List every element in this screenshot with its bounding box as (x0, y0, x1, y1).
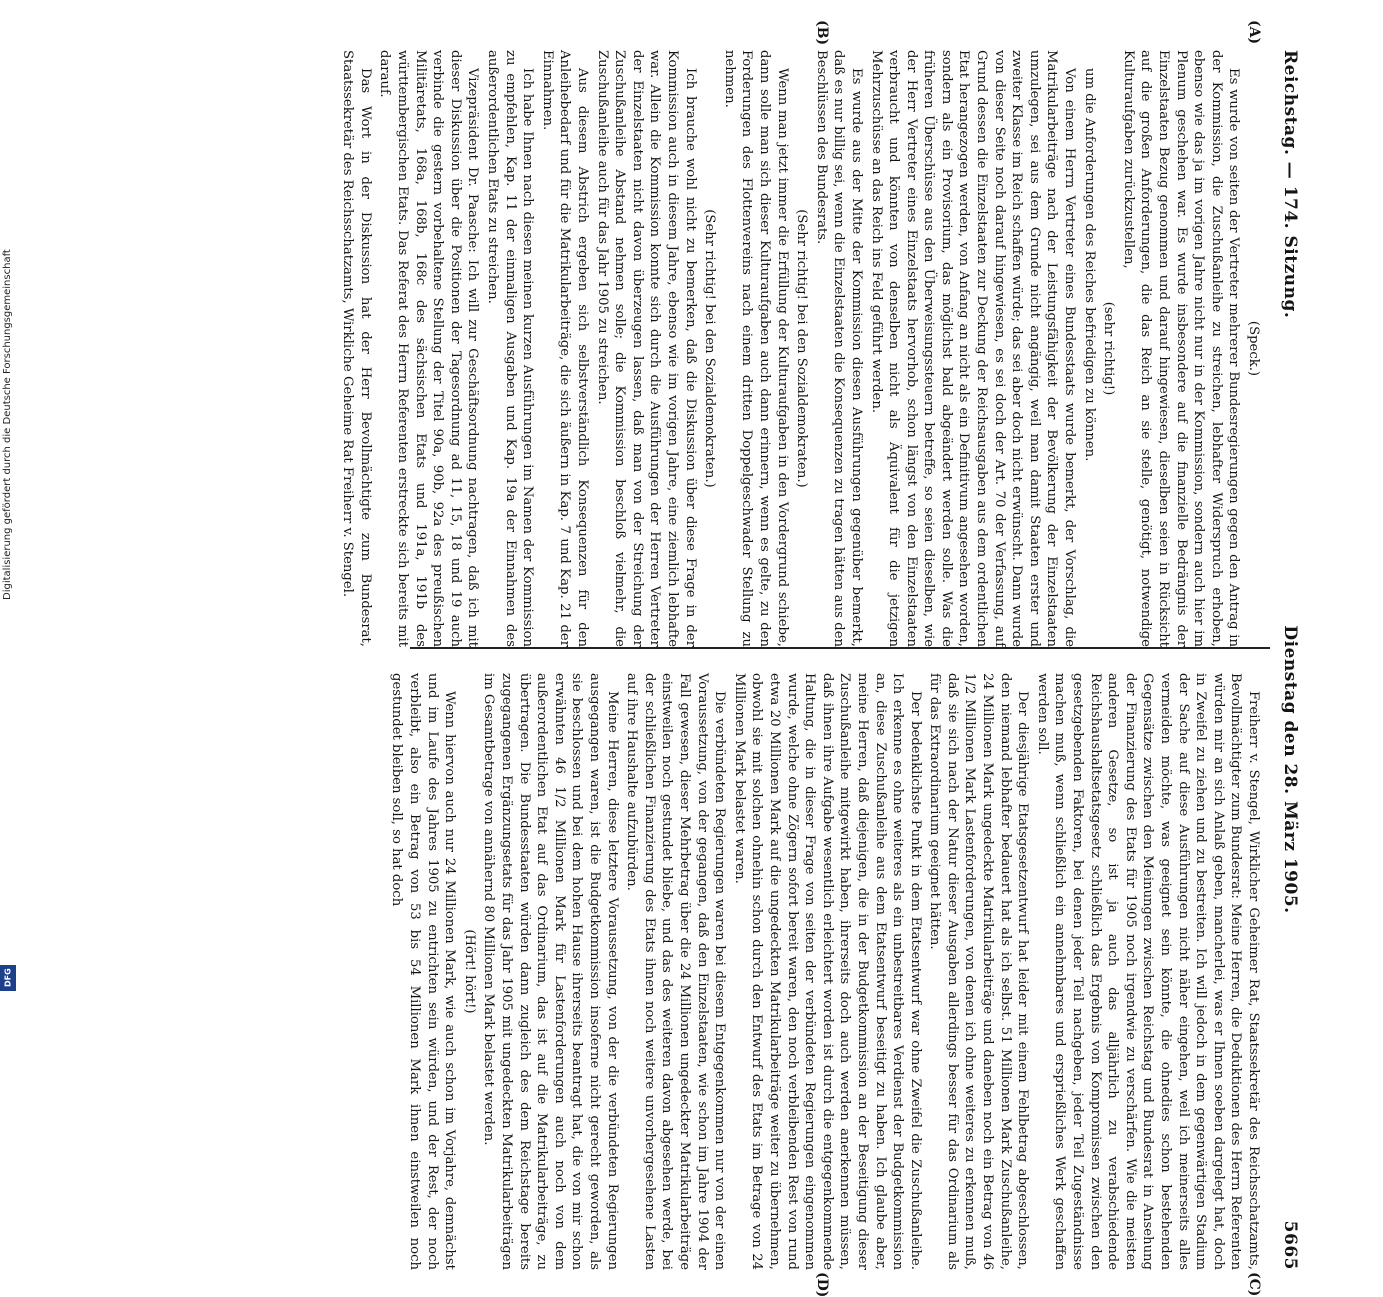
margin-mark-c: (C) (1246, 1272, 1262, 1297)
margin-mark-b: (B) (814, 20, 830, 46)
margin-mark-d: (D) (814, 1272, 830, 1297)
page-header (1270, 50, 1310, 1270)
right-column (389, 673, 1262, 1270)
digitization-note: Digitalisierung gefördert durch die Deutsche Forschungsgemeinschaft (2, 249, 13, 600)
paragraph: Es wurde aus der Mitte der Kommission diesen Ausführungen gegenüber bemerkt, daß es nur billig sei, wenn die Einzelstaaten die Konsequenzen zu tragen hätten aus den Beschlüssen des Bundesrats. (813, 50, 864, 647)
paragraph: (Sehr richtig! bei den Sozialdemokraten.) (702, 209, 718, 488)
paragraph: Ich brauche wohl nicht zu bemerken, daß die Diskussion über diese Frage in der Kommission auch in diesem Jahre, ebenso wie im vorigen Jahre, eine ziemlich lebhafte war. Allein die Kommission konnte sich durch die Ausführungen der Herren Vertreter der Einzelstaaten nicht davon überzeugen lassen, daß man von der Streichung der Zuschußanleihe Abstand nehmen solle; die Kommission beschloß vielmehr, die Zuschußanleihe auch für das Jahr 1905 zu streichen. (594, 50, 698, 647)
left-column (340, 50, 1262, 647)
paragraph: Meine Herren, diese letztere Voraussetzung, von der die verbündeten Regierungen ausgegangen waren, ist die Budgetkommission insoferne nicht gerecht geworden, als sie beschlossen und bei dem hohen Hause ihrerseits beantragt hat, die von mir schon erwähnten 46 1/2 Millionen Mark für Lastenforderungen auch noch von dem außerordentlichen Etat auf das Ordinarium, das ist auf die Matrikularbeiträge, zu übertragen. Die Bundesstaaten würden dann zugleich des dem Reichstage bereits zugegangenen Ergänzungsetats für das Jahr 1905 mit ungedeckten Matrikularbeiträgen im Gesamtbetrage von annähernd 80 Millionen Mark belastet werden. (481, 673, 620, 1270)
paragraph: Wenn man jetzt immer die Erfüllung der Kulturaufgaben in den Vordergrund schiebe, dann solle man sich dieser Kulturaufgaben auch dann erinnern, wenn es gelte, zu den Forderungen des Flottenvereins nach einem dritten Doppelgeschwader Stellung zu nehmen. (721, 50, 790, 647)
paragraph: (Sehr richtig! bei den Sozialdemokraten.) (794, 209, 810, 488)
paragraph: um die Anforderungen des Reiches befriedigen zu können. (1081, 68, 1097, 462)
paragraph: Der diesjährige Etatsgesetzentwurf hat leider mit einem Fehlbetrag abgeschlossen, den niemand lebhafter bedauert hat als ich selbst. 51 Millionen Mark Zuschußanleihe, 24 Millionen Mark ungedeckte Matrikularbeiträge und daneben noch ein Betrag von 46 1/2 Millionen Mark Lastenforderungen, von denen ich ohne weiteres zu erkennen muß, daß sie sich nach der Natur dieser Ausgaben allerdings besser für das Ordinarium als für das Extraordinarium geeignet hätten. (927, 673, 1031, 1270)
paragraph: Die verbündeten Regierungen waren bei diesem Entgegenkommen nur von der einen Voraussetzung, von der gegangen, daß den Einzelstaaten, wie schon im Jahre 1904 der Fall gewesen, dieser Mehrbetrag über die 24 Millionen ungedeckter Matrikularbeiträge einstweilen noch gestundet bliebe, und das des weiteren davon abgesehen werde, bei der schließlichen Finanzierung des Etats ihnen noch weitere unvorhergesehene Lasten auf ihre Haushalte aufzubürden. (624, 673, 728, 1270)
paragraph: (Speck.) (1246, 320, 1261, 377)
paragraph: Von einem Herrn Vertreter eines Bundesstaats wurde bemerkt, der Vorschlag, die Matrikularbeiträge nach der Leistungsfähigkeit der Bevölkerung der Einzelstaaten umzulegen, sei aus dem Grunde nicht angängig, weil man damit Staaten erster und zweiter Klasse im Reich schaffen würde; das sei aber doch nicht erwünscht. Dann wurde von dieser Seite noch darauf hingewiesen, es sei doch der Art. 70 der Verfassung, auf Grund dessen die Einzelstaaten zur Deckung der Reichsausgaben aus dem ordentlichen Etat herangezogen werden, von Anfang an nicht als ein Definitivum angesehen worden, sondern als ein Provisorium, das möglichst bald abgeändert werden solle. Was die früheren Überschüsse aus den Überweisungssteuern betreffe, so seien dieselben, wie der Herr Vertreter eines Einzelstaats hervorhob, schon längst von den Einzelstaaten verbraucht und könnten von denselben nicht als Äquivalent für die jetzigen Mehrzuschüsse an das Reich ins Feld geführt werden. (868, 50, 1078, 647)
dfg-logo: DFG (0, 965, 16, 991)
margin-mark-a: (A) (1246, 20, 1262, 45)
rotated-page-content (90, 20, 1310, 1297)
header-left: Reichstag. — 174. Sitzung. (1280, 50, 1300, 319)
paragraph: Wenn hiervon auch nur 24 Millionen Mark, wie auch schon im Vorjahre, demnächst und im Laufe des Jahres 1905 zu entrichten sein würden, und der Rest, der noch verbleibt, also ein Betrag von 53 bis 54 Millionen Mark ihnen einstweilen noch gestundet bleiben soll, so hat doch (389, 673, 458, 1270)
header-center: Dienstag den 28. März 1905. (1280, 625, 1300, 914)
paragraph: Aus diesem Abstrich ergeben sich selbstverständlich Konsequenzen für den Anleihebedarf und für die Matrikularbeiträge, die sich äußern in Kap. 7 und Kap. 21 der Einnahmen. (539, 50, 591, 647)
paragraph: (sehr richtig!) (1101, 301, 1117, 396)
paragraph: (Hört! hört!) (461, 929, 477, 1014)
paragraph: Der bedenklichste Punkt in dem Etatsentwurf war ohne Zweifel die Zuschußanleihe. Ich erkenne es ohne weiteres als ein unbestreitbares Verdienst der Budgetkommission an, diese Zuschußanleihe aus dem Etatsentwurf beseitigt zu haben. Ich glaube aber, meine Herren, daß diejenigen, die in der Budgetkommission an der Beseitigung dieser Zuschußanleihe mitgewirkt haben, ihrerseits doch auch werden anerkennen müssen, daß ihnen ihre Aufgabe wesentlich erleichtert worden ist durch die entgegenkommende Haltung, die in dieser Frage von seiten der verbündeten Regierungen eingenommen wurde, welche ohne Zögern sofort bereit waren, den noch verbleibenden Rest von rund etwa 20 Millionen Mark auf die ungedeckten Matrikularbeiträge weiter zu übernehmen, obwohl sie mit solchen ohnehin schon durch den Entwurf des Etats im Betrage von 24 Millionen Mark belastet waren. (731, 673, 923, 1270)
paragraph: Freiherr v. Stengel, Wirklicher Geheimer Rat, Staatssekretär des Reichsschatzamts, Bevollmächtigter zum Bundesrat: Meine Herren, die Deduktionen des Herrn Referenten würden mir an sich Anlaß geben, mancherlei, was er Ihnen soeben dargelegt hat, doch in Zweifel zu ziehen und zu bestreiten. Ich will jedoch in dem gegenwärtigen Stadium der Sache auf diese Ausführungen nicht näher eingehen, weil ich meinerseits alles vermeiden möchte, was geeignet sein könnte, die ohnedies schon bestehenden Gegensätze zwischen den Meinungen zwischen Reichstag und Bundesrat in Ansehung der Finanzierung des Etats für 1905 noch irgendwie zu verschärfen. Wie die meisten anderen Gesetze, so ist ja auch das alljährlich zu verabschiedende Reichshaushaltsetatsgesetz schließlich das Ergebnis von Kompromissen zwischen den gesetzgebenden Faktoren, bei denen jeder Teil nachgeben, jeder Teil Zugeständnisse machen muß, wenn schließlich ein annehmbares und ersprießliches Werk geschaffen werden soll. (1034, 673, 1261, 1270)
text-columns (340, 50, 1262, 1270)
paragraph: Vizepräsident Dr. Paasche: Ich will zur Geschäftsordnung nachtragen, daß ich mit dieser Diskussion über die Positionen der Tagesordnung ad 11, 15, 18 und 19 auch verbinde die gestern vorbehaltene Stellung der Titel 90a, 90b, 92a des preußischen Militäretats, 168a, 168b, 168c des sächsischen Etats und 191a, 191b des württembergischen Etats. Das Referat des Herrn Referenten erstreckte sich bereits mit darauf. (377, 50, 481, 647)
page-number: 5665 (1280, 1220, 1300, 1270)
paragraph: Das Wort in der Diskussion hat der Herr Bevollmächtigte zum Bundesrat, Staatssekretär des Reichsschatzamts, Wirkliche Geheime Rat Freiherr v. Stengel. (340, 50, 373, 647)
paragraph: Es wurde von seiten der Vertreter mehrerer Bundesregierungen gegen den Antrag in der Kommission, die Zuschußanleihe zu streichen, lebhafter Widerspruch erhoben, ebenso wie das ja im vorigen Jahre nicht nur in der Kommission, sondern auch hier im Plenum geschehen war. Es wurde insbesondere auf die finanzielle Bedrängnis der Einzelstaaten Bezug genommen und darauf hingewiesen, dieselben seien in Rücksicht auf die großen Anforderungen, die das Reich an sie stelle, genötigt, notwendige Kulturaufgaben zurückzustellen, (1120, 50, 1242, 647)
paragraph: Ich habe Ihnen nach diesen meinen kurzen Ausführungen im Namen der Kommission zu empfehlen, Kap. 11 der einmaligen Ausgaben und Kap. 19a der Einnahmen des außerordentlichen Etats zu streichen. (485, 50, 536, 647)
